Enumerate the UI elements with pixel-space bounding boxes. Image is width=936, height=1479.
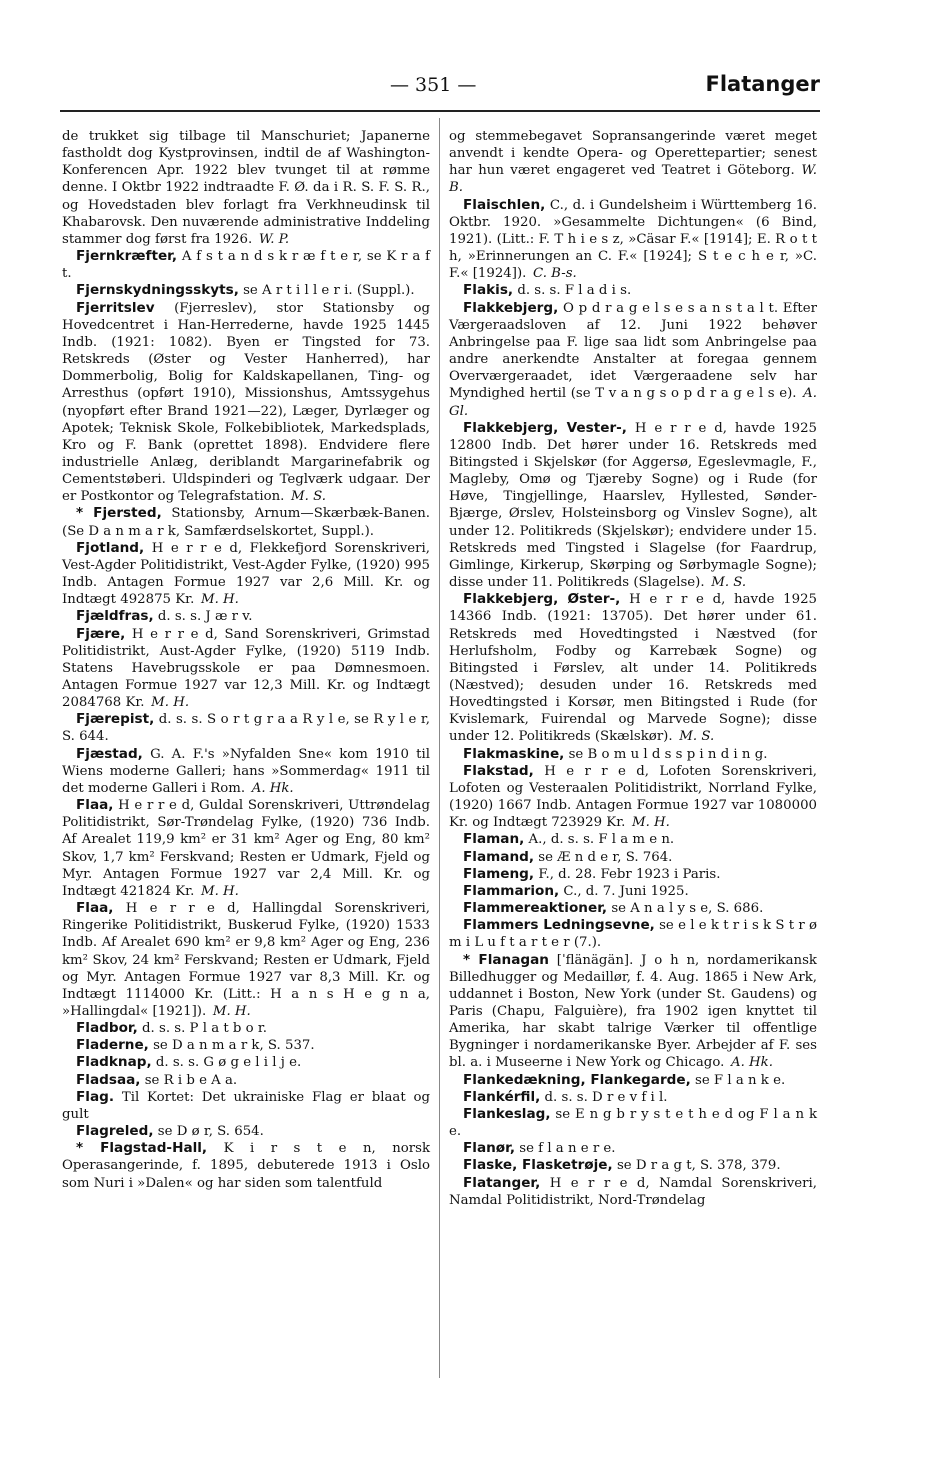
running-head: Flatanger <box>705 72 820 96</box>
entry-headword: Flammereaktioner, <box>463 900 608 917</box>
entry <box>449 591 817 745</box>
entry-headword: Fjæstad, <box>76 745 143 762</box>
entry <box>62 248 430 282</box>
entry-text: K i r s t e n, norsk Operasangerinde, f. 1895, debuterede 1913 i Oslo som Nuri i »Dalen« og har siden som talentfuld <box>62 1141 431 1191</box>
entry-headword: Flammers Ledningsevne, <box>463 917 655 934</box>
entry-headword: Flaa, <box>76 900 114 917</box>
entry-headword: Flakis, <box>463 282 514 299</box>
entry <box>62 1037 430 1054</box>
entry-text: se F l a n k e. <box>695 1072 786 1088</box>
author-signature: A. Hk. <box>251 780 294 796</box>
entry-text: se D ø r, S. 654. <box>157 1124 264 1140</box>
column-divider <box>439 118 440 1378</box>
entry-text: d. s. s. F l a d i s. <box>517 283 632 299</box>
entry-headword: Flaman, <box>463 831 525 848</box>
entry-headword: Flanør, <box>463 1140 516 1157</box>
entry-headword: Fladknap, <box>76 1054 152 1071</box>
entry <box>62 1123 430 1140</box>
entry-text: C., d. i Gundelsheim i Württemberg 16. Oktbr. 1920. »Gesammelte Dichtungen« (6 Bind, 1921). (Litt.: F. T h i e s z, »Cäsar F.« [1914]; E. R o t t h, »Erinnerungen an C. F.« [1924]; S t e c h e r, »C. F.« [1924]). <box>449 197 817 282</box>
entry <box>62 746 430 797</box>
author-signature: M. H. <box>151 695 190 711</box>
entry-text: A f s t a n d s k r æ f t e r, se K r a f t. <box>62 249 430 282</box>
entry-headword: Flagreled, <box>76 1123 154 1140</box>
entry-text: d. s. s. J æ r v. <box>157 609 253 625</box>
entry-headword: Flamand, <box>463 848 535 865</box>
entry-text: de trukket sig tilbage til Manschuriet; Japanerne fastholdt dog Kystprovinsen, indtil de af Washington-Konferencen Apr. 1922 blev tvunget til at rømme denne. I Oktbr 1922 indtraadte F. Ø. da i R. S. F. S. R., og Hovedstaden blev forlagt fra Verkhneudinsk til Khabarovsk. Den nuværende administrative Inddeling stammer dog først fra 1926. <box>62 129 430 247</box>
entry-text: H e r r e d, Lofoten Sorenskriveri, Lofoten og Vesteraalen Politidistrikt, Norrland Fylke, (1920) 1667 Indb. Antagen Formue 1927 var 1080000 Kr. og Indtægt 723929 Kr. <box>449 763 817 831</box>
entry-text: H e r r e d, havde 1925 12800 Indb. Det hører under 16. Retskreds med Bitingsted i Skjelskør (for Aggersø, Egeslevmagle, F., Magleby, Omø og Tjæreby Sogne) og i Rude (for Høve, Tingjellinge, Haarslev, Hyllested, Sønder-Bjærge, Ørslev, Holsteinsborg og Vinslev Sogne), alt under 12. Politikreds (Skjelskør); endvidere under 15. Retskreds med Tingsted i Slagelse (for Faardrup, Gimlinge, Kirkerup, Skørping og Sørbymagle Sogne); disse under 11. Politikreds (Slagelse). <box>449 420 818 591</box>
author-signature: M. S. <box>711 575 747 591</box>
entry-headword: Fjærepist, <box>76 711 155 728</box>
entry <box>449 282 817 299</box>
entry-headword: Flatanger, <box>463 1174 541 1191</box>
entry-text: Stationsby, Arnum—Skærbæk-Banen. (Se D a n m a r k, Samfærdselskortet, Suppl.). <box>62 506 430 539</box>
entry-text: O p d r a g e l s e s a n s t a l t. Efter Værgeraadsloven af 12. Juni 1922 behøver Anbringelse paa F. lige saa lidt som Anbringelse paa andre anerkendte Anstalter at foregaa gennem Overværgeraadet, idet Værgeraadene selv har Myndighed hertil (se T v a n g s o p d r a g e l s e). <box>449 300 818 402</box>
author-signature: W. P. <box>258 231 290 247</box>
entry-headword: Fjernkræfter, <box>76 248 178 265</box>
entry <box>62 711 430 745</box>
entry <box>449 300 817 420</box>
entry-text: d. s. s. D r e v f i l. <box>544 1089 668 1105</box>
entry-headword: Fladbor, <box>76 1020 138 1037</box>
author-signature: M. H. <box>200 883 239 899</box>
entry-headword: * Flanagan <box>463 951 549 968</box>
entry <box>449 917 817 951</box>
entry-headword: Flakmaskine, <box>463 745 565 762</box>
entry <box>449 1157 817 1174</box>
right-column <box>449 128 817 1209</box>
entry-text: C., d. 7. Juni 1925. <box>563 883 689 899</box>
entry <box>449 866 817 883</box>
entry-headword: Fladerne, <box>76 1037 149 1054</box>
entry-text: se e l e k t r i s k S t r ø m i L u f t a r t e r (7.). <box>449 918 817 951</box>
entry-headword: Fjældfras, <box>76 608 154 625</box>
author-signature: M. S. <box>291 489 326 505</box>
entry-headword: Flameng, <box>463 865 535 882</box>
entry-text: [ˈflänägän]. J o h n, nordamerikansk Billedhugger og Medaillør, f. 4. Aug. 1865 i New Ark, uddannet i Boston, New York (under St. Gaudens) og Paris (Chapu, Falguière), fra 1902 igen knyttet til Amerika, har skabt talrige Værker til offentlige Bygninger i nordamerikanske Byer. Arbejder af F. ses bl. a. i Museerne i New York og Chicago. <box>449 952 817 1071</box>
entry-text: H e r r e d, havde 1925 14366 Indb. (1921: 13705). Det hører under 61. Retskreds med Hovedtingsted i Næstved (for Herlufsholm, Fodby og Karrebæk Sogne) og Bitingsted i Førslev, alt under 14. Politikreds (Næstved); desuden under 16. Retskreds med Hovedtingsted i Korsør, men Bitingsted i Rude (for Kvislemark, Fuirendal og Marvede Sogne); disse under 12. Politikreds (Skælskør). <box>449 592 817 745</box>
entry <box>62 797 430 900</box>
entry <box>62 300 430 506</box>
entry-text: A., d. s. s. F l a m e n. <box>528 832 675 848</box>
entry <box>62 626 430 712</box>
entry-text: d. s. s. G ø g e l i l j e. <box>155 1055 302 1071</box>
entry <box>449 952 817 1072</box>
entry-text: se Æ n d e r, S. 764. <box>538 849 673 865</box>
entry <box>62 1054 430 1071</box>
entry <box>62 128 430 248</box>
entry <box>62 1089 430 1123</box>
entry <box>449 900 817 917</box>
author-signature: M. H. <box>631 815 670 831</box>
entry <box>62 1072 430 1089</box>
entry <box>62 608 430 625</box>
entry-headword: Fjotland, <box>76 539 145 556</box>
entry-text: se D a n m a r k, S. 537. <box>153 1038 315 1054</box>
entry-text: F., d. 28. Febr 1923 i Paris. <box>538 866 721 882</box>
entry-text: d. s. s. S o r t g r a a R y l e, se R y l e r, S. 644. <box>62 712 430 745</box>
entry-headword: Flag. <box>76 1088 115 1105</box>
entry-headword: * Flagstad-Hall, <box>76 1140 208 1157</box>
entry-text: (Fjerreslev), stor Stationsby og Hovedcentret i Han-Herrederne, havde 1925 1445 Indb. (1921: 1082). Byen er Tingsted for 73. Retskreds (Øster og Vester Hanherred), har Dommerbolig, Bolig for Kaldskapellanen, Ting- og Arresthus (opført 1910), Missionshus, Amtssygehus (nyopført efter Brand 1921—22), Læger, Dyrlæger og Apotek; Teknisk Skole, Folkebibliotek, Markedsplads, Kro og F. Bank (oprettet 1898). Endvidere flere industrielle Anlæg, deriblandt Margarinefabrik og Cementstøberi. Uldspinderi og Teglværk udgaar. Der er Postkontor og Telegrafstation. <box>62 300 431 505</box>
entry <box>62 282 430 299</box>
entry-text: d. s. s. P l a t b o r. <box>142 1021 268 1037</box>
entry-text: se B o m u l d s s p i n d i n g. <box>568 746 768 762</box>
entry-headword: Flankeslag, <box>463 1105 551 1122</box>
entry <box>449 746 817 763</box>
entry-headword: Flankérfil, <box>463 1088 541 1105</box>
entry-text: G. A. F.'s »Nyfalden Sne« kom 1910 til Wiens moderne Galleri; hans »Sommerdag« 1911 til det moderne Galleri i Rom. <box>62 746 430 796</box>
entry-headword: Flakkebjerg, Øster-, <box>463 591 621 608</box>
entry-headword: Flaske, Flasketrøje, <box>463 1157 613 1174</box>
author-signature: C. B-s. <box>533 266 577 282</box>
entry-headword: Fjære, <box>76 625 126 642</box>
entry-headword: Flaischlen, <box>463 196 546 213</box>
entry-text: H e r r e d, Guldal Sorenskriveri, Uttrøndelag Politidistrikt, Sør-Trøndelag Fylke, (1920) 736 Indb. Af Arealet 119,9 km² er 31 km² Ager og Eng, 80 km² Skov, 1,7 km² Ferskvand; Resten er Udmark, Fjeld og Myr. Antagen Formue 1927 var 2,4 Mill. Kr. og Indtægt 421824 Kr. <box>62 798 430 899</box>
page-number: — 351 — <box>390 74 477 96</box>
entry-headword: Flakstad, <box>463 762 534 779</box>
entry-text: H e r r e d, Hallingdal Sorenskriveri, Ringerike Politidistrikt, Buskerud Fylke, (1920) 1533 Indb. Af Arealet 690 km² er 9,8 km² Ager og Eng, 236 km² Skov, 24 km² Ferskvand; Resten er Udmark, Fjeld og Myr. Antagen Formue 1927 var 8,3 Mill. Kr. og Indtægt 1114000 Kr. (Litt.: H a n s H e g n a, »Hallingdal« [1921]). <box>62 901 430 1019</box>
entry-headword: Flakkebjerg, Vester-, <box>463 419 627 436</box>
entry-headword: Flankedækning, Flankegarde, <box>463 1071 691 1088</box>
entry-headword: Flaa, <box>76 797 114 814</box>
author-signature: A. Gl. <box>449 386 817 419</box>
entry <box>449 420 817 592</box>
entry <box>449 1106 817 1140</box>
entry-headword: * Fjersted, <box>76 505 162 522</box>
entry <box>449 763 817 832</box>
author-signature: W. B. <box>449 163 817 196</box>
entry <box>449 831 817 848</box>
left-column <box>62 128 430 1192</box>
entry <box>449 197 817 283</box>
entry <box>449 1089 817 1106</box>
entry-headword: Flakkebjerg, <box>463 299 559 316</box>
header-rule <box>60 110 820 112</box>
entry <box>449 849 817 866</box>
entry-text: se A n a l y s e, S. 686. <box>611 901 764 917</box>
entry-text: og stemmebegavet Sopransangerinde været meget anvendt i kendte Opera- og Operettepartier; senest har hun været engageret ved Teatret i Göteborg. <box>449 129 817 179</box>
author-signature: M. H. <box>212 1003 251 1019</box>
entry-headword: Fjernskydningsskyts, <box>76 282 239 299</box>
entry-text: Til Kortet: Det ukrainiske Flag er blaat og gult <box>62 1089 431 1122</box>
entry <box>62 1020 430 1037</box>
entry-text: H e r r e d, Sand Sorenskriveri, Grimstad Politidistrikt, Aust-Agder Fylke, (1920) 5119 Indb. Statens Havebrugsskole er paa Dømnesmoen. Antagen Formue 1927 var 12,3 Mill. Kr. og Indtægt 2084768 Kr. <box>62 626 430 711</box>
page-header <box>60 74 820 110</box>
entry <box>62 540 430 609</box>
entry <box>449 883 817 900</box>
entry-headword: Fjerritslev <box>76 299 155 316</box>
author-signature: A. Hk. <box>730 1055 773 1071</box>
entry <box>449 1175 817 1209</box>
entry <box>449 1072 817 1089</box>
entry <box>62 900 430 1020</box>
author-signature: M. S. <box>679 729 715 745</box>
entry <box>449 128 817 197</box>
entry <box>62 505 430 539</box>
entry-text: se D r a g t, S. 378, 379. <box>616 1158 781 1174</box>
entry-text: H e r r e d, Flekkefjord Sorenskriveri, Vest-Agder Politidistrikt, Vest-Agder Fylke, (1920) 995 Indb. Antagen Formue 1927 var 2,6 Mill. Kr. og Indtægt 492875 Kr. <box>62 540 431 608</box>
entry <box>449 1140 817 1157</box>
entry-text: se f l a n e r e. <box>519 1141 616 1157</box>
entry-text: se R i b e A a. <box>144 1072 238 1088</box>
entry-text: se E n g b r y s t e t h e d og F l a n k e. <box>449 1106 817 1140</box>
entry-text: H e r r e d, Namdal Sorenskriveri, Namdal Politidistrikt, Nord-Trøndelag <box>449 1175 817 1208</box>
entry-headword: Flammarion, <box>463 882 560 899</box>
entry-text: se A r t i l l e r i. (Suppl.). <box>243 283 415 299</box>
entry-headword: Fladsaa, <box>76 1071 141 1088</box>
author-signature: M. H. <box>200 592 239 608</box>
entry <box>62 1140 430 1191</box>
